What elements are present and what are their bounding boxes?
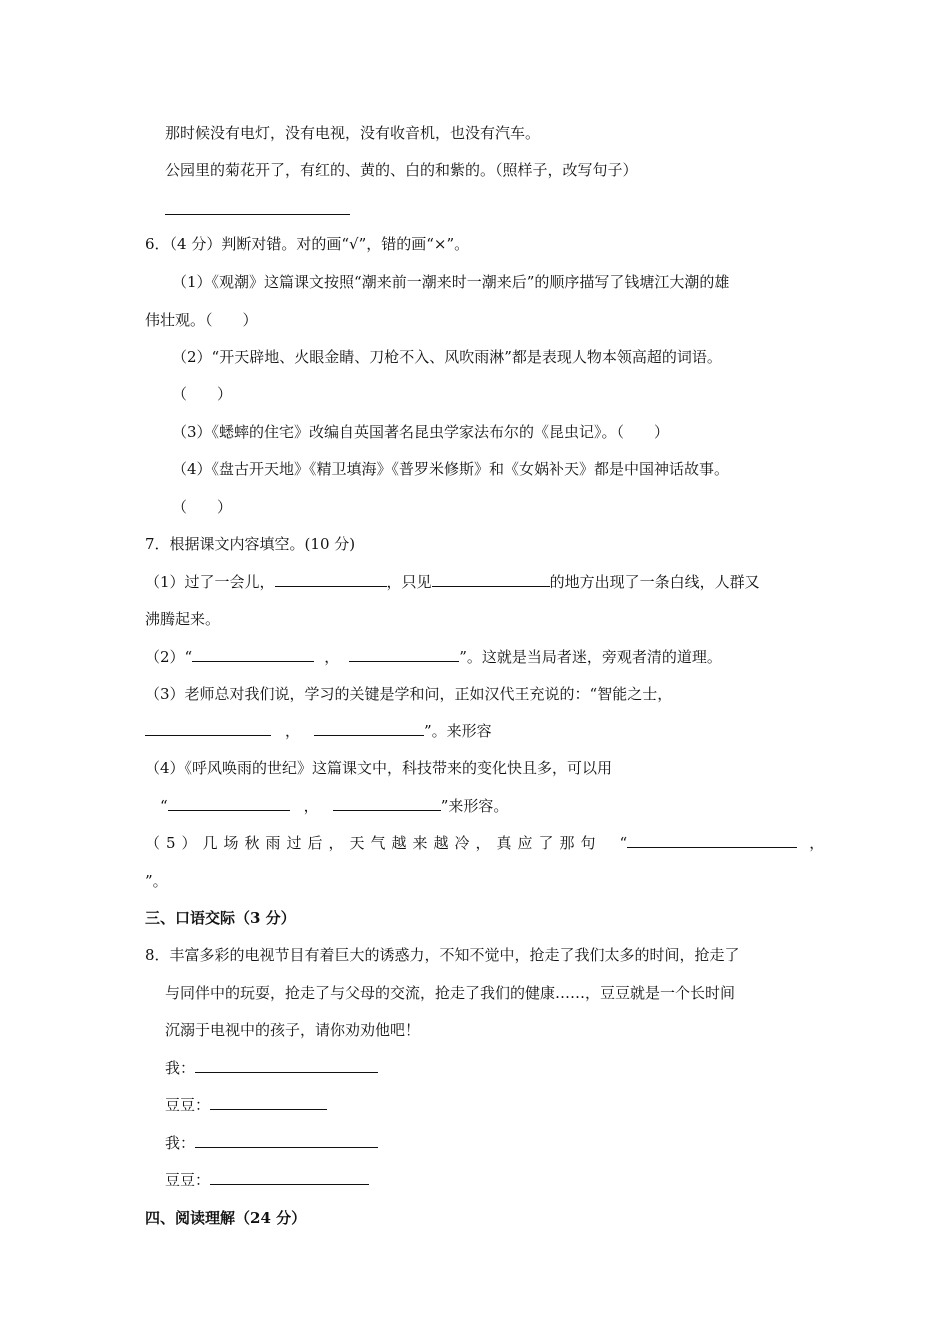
q8-speaker-doudou: 豆豆：	[165, 1096, 211, 1114]
q7-item-2-blank-2[interactable]	[349, 647, 459, 662]
q7-item-4-blank-1[interactable]	[168, 796, 290, 811]
q7-item-2-blank-1[interactable]	[192, 647, 314, 662]
q8-speaker-doudou: 豆豆：	[165, 1171, 211, 1189]
q6-title: 6．（4 分）判断对错。对的画“√”，错的画“×”。	[145, 235, 470, 253]
q7-item-4-cont	[160, 796, 508, 816]
q7-item-2-text-b: ，	[324, 648, 340, 666]
q6-item-2: （2）“开天辟地、火眼金睛、刀枪不入、风吹雨淋”都是表现人物本领高超的词语。	[172, 348, 722, 366]
q7-item-5-cont: ”。	[145, 872, 168, 890]
q8-dialog-me-2-blank[interactable]	[195, 1133, 378, 1148]
q8-dialog-me-2	[165, 1133, 378, 1153]
q7-item-4-text-a: “	[160, 797, 168, 815]
q5-answer-blank[interactable]	[165, 214, 350, 215]
q7-item-3-blank-2[interactable]	[314, 721, 424, 736]
q7-item-3-text-c: ”。来形容	[424, 722, 492, 740]
q7-item-4-text-b: ，	[303, 797, 319, 815]
q7-item-4-text-c: ”来形容。	[440, 797, 509, 815]
section-3-heading: 三、口语交际（3 分）	[145, 909, 296, 927]
q6-item-2-cont: （ ）	[172, 385, 233, 403]
q7-item-5-text-c: ，	[809, 834, 825, 852]
q6-item-4-cont: （ ）	[172, 498, 233, 516]
q8-dialog-doudou-1-blank[interactable]	[210, 1095, 327, 1110]
q7-item-3-text-b: ，	[285, 722, 301, 740]
q8-dialog-me-1-blank[interactable]	[195, 1058, 378, 1073]
q7-item-1	[145, 572, 760, 592]
q7-title: 7．根据课文内容填空。(10 分)	[145, 535, 356, 553]
q6-item-1: （1）《观潮》这篇课文按照“潮来前一潮来时一潮来后”的顺序描写了钱塘江大潮的雄	[172, 273, 730, 291]
q7-item-5-text-a: （5）几场秋雨过后，天气越来越冷，真应了那句	[145, 834, 602, 852]
q6-item-1-cont: 伟壮观。（ ）	[145, 311, 258, 329]
q7-item-5	[145, 833, 824, 853]
q8-speaker-me: 我：	[165, 1134, 196, 1152]
q5-example-sentence: 那时候没有电灯，没有电视，没有收音机，也没有汽车。	[165, 124, 541, 142]
q7-item-4: （4）《呼风唤雨的世纪》这篇课文中，科技带来的变化快且多，可以用	[145, 759, 613, 777]
q6-item-3: （3）《蟋蟀的住宅》改编自英国著名昆虫学家法布尔的《昆虫记》。（ ）	[172, 423, 670, 441]
q7-item-1-text-b: ，只见	[386, 573, 432, 591]
q8-prompt-line-3: 沉溺于电视中的孩子，请你劝劝他吧！	[165, 1021, 421, 1039]
q7-item-1-blank-1[interactable]	[275, 572, 387, 587]
section-4-heading: 四、阅读理解（24 分）	[145, 1209, 307, 1227]
q7-item-1-blank-2[interactable]	[432, 572, 550, 587]
q8-dialog-doudou-1	[165, 1095, 327, 1115]
q8-dialog-doudou-2-blank[interactable]	[210, 1170, 369, 1185]
q7-item-1-text-c: 的地方出现了一条白线，人群又	[549, 573, 760, 591]
q6-item-4: （4）《盘古开天地》《精卫填海》《普罗米修斯》和《女娲补天》都是中国神话故事。	[172, 460, 730, 478]
q7-item-5-text-b: “	[619, 834, 628, 852]
q7-item-1-cont: 沸腾起来。	[145, 610, 221, 628]
q7-item-1-text-a: （1）过了一会儿，	[145, 573, 275, 591]
q7-item-5-blank[interactable]	[627, 833, 797, 848]
q5-task-sentence: 公园里的菊花开了，有红的、黄的、白的和紫的。（照样子，改写句子）	[165, 161, 638, 179]
q8-prompt-line-1: 8．丰富多彩的电视节目有着巨大的诱惑力，不知不觉中，抢走了我们太多的时间，抢走了	[145, 946, 740, 964]
q8-prompt-line-2: 与同伴中的玩耍，抢走了与父母的交流，抢走了我们的健康……，豆豆就是一个长时间	[165, 984, 736, 1002]
q7-item-2-text-a: （2）“	[145, 648, 193, 666]
q8-speaker-me: 我：	[165, 1059, 196, 1077]
q8-dialog-doudou-2	[165, 1170, 369, 1190]
q7-item-2	[145, 647, 722, 667]
q7-item-3-blank-1[interactable]	[145, 721, 271, 736]
q8-dialog-me-1	[165, 1058, 378, 1078]
q7-item-3: （3）老师总对我们说，学习的关键是学和问，正如汉代王充说的：“智能之士，	[145, 685, 673, 703]
q7-item-4-blank-2[interactable]	[333, 796, 441, 811]
q7-item-2-text-c: ”。这就是当局者迷，旁观者清的道理。	[459, 648, 722, 666]
q7-item-3-cont	[145, 721, 492, 741]
